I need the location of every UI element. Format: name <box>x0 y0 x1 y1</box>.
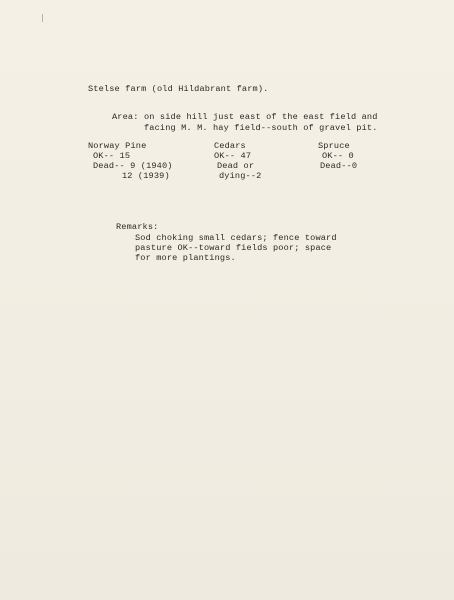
cedars-dead: Dead or <box>217 161 255 171</box>
spruce-dead: Dead--0 <box>320 161 358 171</box>
cedars-ok: OK-- 47 <box>214 151 252 161</box>
spruce-heading: Spruce <box>318 141 350 151</box>
norway-pine-dead: Dead-- 9 (1940) <box>93 161 173 171</box>
remarks-line-1: Sod choking small cedars; fence toward <box>135 233 337 243</box>
farm-title: Stelse farm (old Hildabrant farm). <box>88 84 269 94</box>
norway-pine-dead-extra: 12 (1939) <box>122 171 170 181</box>
spruce-ok: OK-- 0 <box>322 151 354 161</box>
cedars-heading: Cedars <box>214 141 246 151</box>
remarks-label: Remarks: <box>116 222 159 232</box>
paper-mark <box>42 14 43 22</box>
norway-pine-heading: Norway Pine <box>88 141 147 151</box>
area-label: Area: <box>112 112 139 122</box>
cedars-dying: dying--2 <box>219 171 262 181</box>
remarks-line-2: pasture OK--toward fields poor; space <box>135 243 332 253</box>
area-line-1: on side hill just east of the east field and <box>144 112 378 122</box>
norway-pine-ok: OK-- 15 <box>93 151 131 161</box>
remarks-line-3: for more plantings. <box>135 253 236 263</box>
area-line-2: facing M. M. hay field--south of gravel pit. <box>144 123 378 133</box>
